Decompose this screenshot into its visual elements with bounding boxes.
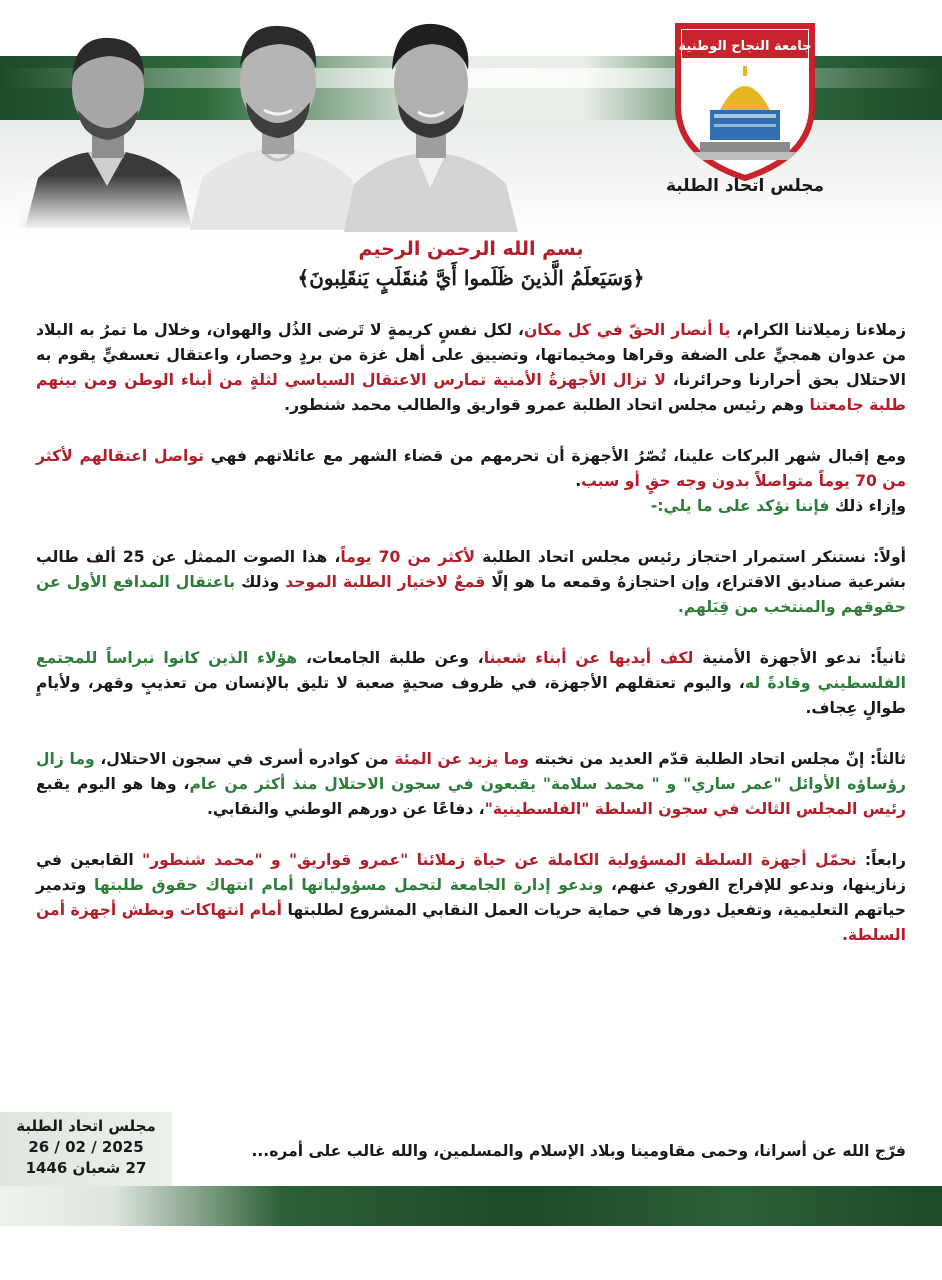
- p7-highlight-violations: أمام انتهاكات وبطش أجهزة أمن السلطة.: [36, 901, 906, 944]
- paragraph-third: [36, 747, 906, 822]
- p7-text-3: وتدمير حياتهم التعليمية، وتفعيل دورها في حماية حريات العمل النقابي المشروع لطلبتها: [36, 876, 907, 919]
- portrait-right: [340, 12, 520, 232]
- p7-highlight-university: وندعو إدارة الجامعة لتحمل مسؤولياتها أمام انتهاك حقوق طلبتها: [94, 876, 604, 894]
- quran-verse: ﴿وَسَيَعلَمُ الَّذينَ ظَلَموا أَيَّ مُنقَلَبٍ يَنقَلِبونَ﴾: [297, 266, 645, 290]
- portrait-left: [20, 18, 195, 228]
- p6-highlight-former-presidents: وما زال رؤساؤه الأوائل "عمر ساري" و " محمد سلامة" يقبعون في سجون الاحتلال منذ أكثر من عام: [36, 750, 906, 793]
- portraits-group: [0, 0, 560, 235]
- p2-text-1: ومع إقبال شهر البركات علينا، تُصّرُ الأجهزة أن تحرمهم من قضاء الشهر مع عائلاتهم فهي: [203, 447, 906, 465]
- p5-highlight-leaders: هؤلاء الذين كانوا نبراساً للمجتمع الفلسطيني وقادةً له: [36, 649, 907, 692]
- p4-highlight-defender: باعتقال المدافع الأول عن حقوقهم والمنتخب من قِبَلهم.: [36, 573, 906, 616]
- p2-text-2: .: [575, 472, 582, 490]
- paragraph-fourth: [36, 848, 906, 948]
- council-title: مجلس اتحاد الطلبة: [665, 176, 825, 196]
- p6-text-4: ، دفاعًا عن دورهم الوطني والنقابي.: [206, 800, 485, 818]
- p5-highlight-hands-off: لكف أيديها عن أبناء شعبنا: [483, 649, 694, 667]
- p7-highlight-responsibility: نحمّل أجهزة السلطة المسؤولية الكاملة عن حياة زملائنا "عمرو قواريق" و "محمد شنطور": [142, 851, 857, 869]
- p6-text-1: ثالثاً: إنّ مجلس اتحاد الطلبة قدّم العديد من نخبته: [529, 750, 906, 768]
- p1-highlight-supporters: يا أنصار الحقّ في كل مكان: [523, 321, 731, 339]
- p6-text-2: من كوادره أسرى في سجون الاحتلال،: [94, 750, 395, 768]
- statement-body: [36, 318, 906, 948]
- p2-highlight-70-days: تواصل اعتقالهم لأكثر من 70 يوماً متواصلاً بدون وجه حقٍ أو سبب: [36, 447, 906, 490]
- p1-text-2: ، لكل نفسٍ كريمةٍ لا تَرضى الذُل والهوان، وخلال ما تمرُ به البلاد من عدوان همجيٍّ على الضفة وقراها ومخيماتها، وتضييق على أهل غزة من بردٍ وحصار، واعتقال تعسفيٍّ يقوم به الاحتلال بحق أحرارنا وحرائرنا،: [36, 321, 906, 389]
- p1-text-3: وهم رئيس مجلس اتحاد الطلبة عمرو قواريق والطالب محمد شنطور.: [284, 396, 810, 414]
- p4-highlight-suppression: قمعٌ لاختيار الطلبة الموحد: [285, 573, 486, 591]
- university-shield-logo: [670, 18, 820, 183]
- p3-highlight-affirm: فإننا نؤكد على ما يلي:-: [650, 497, 830, 515]
- p5-text-3: ، واليوم تعتقلهم الأجهزة، في ظروف صحيةٍ صعبة لا تليق بالإنسان من تعذيبٍ وقهر، ولأيامٍ طوالٍ عِجاف.: [36, 674, 906, 717]
- date-gregorian: 26 / 02 / 2025: [28, 1138, 144, 1156]
- p6-highlight-third-president: رئيس المجلس الثالث في سجون السلطة "الفلسطينية": [484, 800, 906, 818]
- footer-white-strip: [0, 1226, 942, 1280]
- paragraph-affirm: [36, 494, 906, 519]
- closing-prayer: فرّج الله عن أسرانا، وحمى مقاومينا وبلاد الإسلام والمسلمين، والله غالب على أمره...: [251, 1142, 906, 1160]
- p1-text-1: زملاءنا زميلاتنا الكرام،: [730, 321, 906, 339]
- p4-text-1: أولاً: نستنكر استمرار احتجاز رئيس مجلس اتحاد الطلبة: [475, 548, 907, 566]
- p5-text-1: ثانياً: ندعو الأجهزة الأمنية: [693, 649, 906, 667]
- p6-highlight-hundred: وما يزيد عن المئة: [394, 750, 529, 768]
- paragraph-second: [36, 646, 906, 721]
- p7-text-1: رابعاً:: [856, 851, 906, 869]
- p7-text-2: القابعين في زنازينها، وندعو للإفراج الفوري عنهم،: [36, 851, 906, 894]
- p1-highlight-political-arrest: لا تزال الأجهزةُ الأمنية تمارس الاعتقال السياسي لثلةٍ من أبناء الوطن ومن بينهم طلبة جامعتنا: [36, 371, 906, 414]
- portrait-middle: [190, 10, 365, 230]
- signature: مجلس اتحاد الطلبة: [16, 1117, 156, 1135]
- date-hijri: 27 شعبان 1446: [25, 1159, 147, 1177]
- p4-highlight-70-days: لأكثر من 70 يوماً: [340, 548, 476, 566]
- p3-text-1: وإزاء ذلك: [829, 497, 906, 515]
- p6-text-3: ، وها هو اليوم يقبع: [36, 775, 190, 793]
- p4-text-2: ، هذا الصوت الممثل عن 25 ألف طالب بشرعية صناديق الاقتراع، وإن احتجازهُ وقمعه ما هو إلّا: [36, 548, 907, 591]
- logo-text: جامعة النجاح الوطنية: [678, 39, 812, 54]
- p5-text-2: ، وعن طلبة الجامعات،: [297, 649, 484, 667]
- signature-date-box: [0, 1112, 172, 1186]
- paragraph-first: [36, 545, 906, 620]
- p4-text-3: وذلك: [235, 573, 286, 591]
- basmala: بسم الله الرحمن الرحيم: [358, 238, 584, 260]
- footer-green-band: [0, 1186, 942, 1226]
- paragraph-ramadan: [36, 444, 906, 494]
- paragraph-intro: [36, 318, 906, 418]
